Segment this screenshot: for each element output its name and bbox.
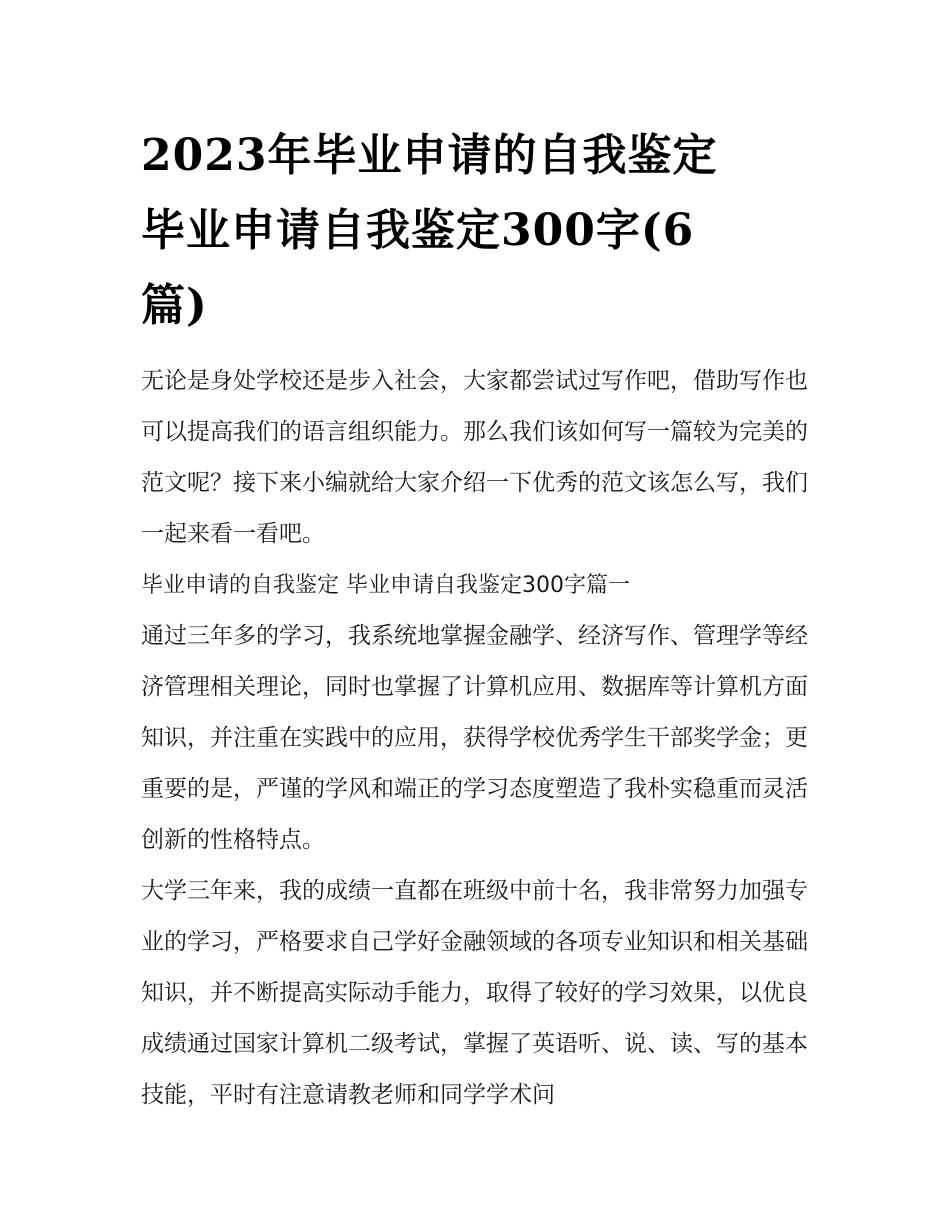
body-paragraph-2: 大学三年来，我的成绩一直都在班级中前十名，我非常努力加强专业的学习，严格要求自己学好金融领域的各项专业知识和相关基础知识，并不断提高实际动手能力，取得了较好的学习效果，以优良成绩通过国家计算机二级考试，掌握了英语听、说、读、写的基本技能，平时有注意请教老师和同学学术问 (141, 878, 808, 1108)
body-paragraph-1: 通过三年多的学习，我系统地掌握金融学、经济写作、管理学等经济管理相关理论，同时也掌握了计算机应用、数据库等计算机方面知识，并注重在实践中的应用，获得学校优秀学生干部奖学金；更重要的是，严谨的学风和端正的学习态度塑造了我朴实稳重而灵活创新的性格特点。 (141, 623, 808, 853)
intro-paragraph: 无论是身处学校还是步入社会，大家都尝试过写作吧，借助写作也可以提高我们的语言组织能力。那么我们该如何写一篇较为完美的范文呢？接下来小编就给大家介绍一下优秀的范文该怎么写，我们一起来看一看吧。 (141, 368, 808, 547)
document-content (141, 118, 816, 1121)
section-heading: 毕业申请的自我鉴定 毕业申请自我鉴定300字篇一 (141, 573, 630, 598)
document-title: 2023年毕业申请的自我鉴定 毕业申请自我鉴定300字(6篇) (141, 130, 718, 331)
